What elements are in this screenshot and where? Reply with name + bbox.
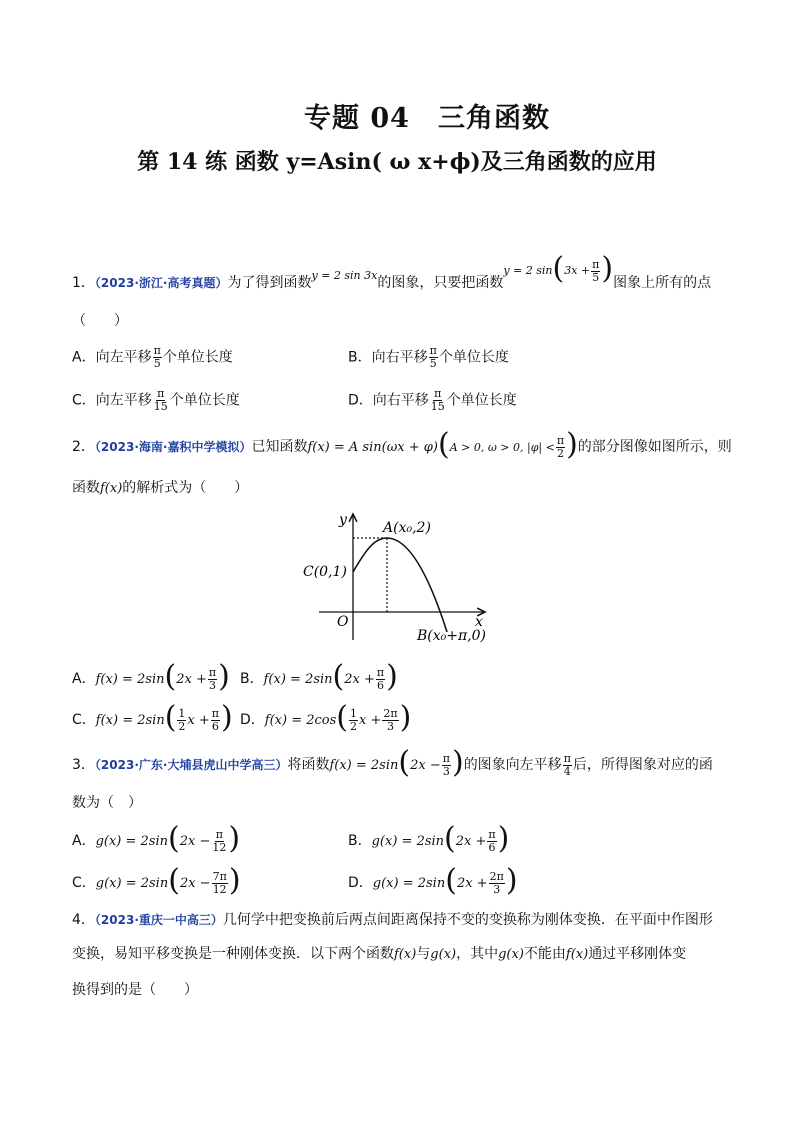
answer-blank: （ ） — [72, 313, 128, 329]
point-a-label: A(x₀,2) — [383, 520, 431, 536]
question-2-line2: 函数f(x)的解析式为（ ） — [72, 480, 249, 496]
question-4-line3: 换得到的是（ ） — [72, 982, 198, 998]
question-source: （2023·广东·大埔县虎山中学高三） — [94, 758, 288, 772]
option-2c[interactable]: C．f(x) = 2sin( $\frac{1}{2}$ x + $\frac{\pi}{6}$ ) — [72, 700, 233, 735]
option-1c[interactable]: C．向左平移 $\frac{\pi}{15}$ 个单位长度 — [72, 387, 240, 413]
option-3b[interactable]: B．g(x) = 2sin(2x + $\frac{\pi}{6}$ ) — [348, 821, 510, 856]
option-3c[interactable]: C．g(x) = 2sin(2x − $\frac{7\pi}{12}$ ) — [72, 863, 241, 898]
option-1a[interactable]: A．向左平移 $\frac{\pi}{5}$ 个单位长度 — [72, 344, 233, 370]
option-1d[interactable]: D．向右平移 $\frac{\pi}{15}$ 个单位长度 — [348, 387, 517, 413]
option-3d[interactable]: D．g(x) = 2sin(2x + $\frac{2\pi}{3}$ ) — [348, 863, 518, 898]
origin-label: O — [337, 614, 349, 630]
y-axis-label: y — [339, 512, 347, 528]
question-2-stem: 2．（2023·海南·嘉积中学模拟）已知函数f(x) = A sin(ωx + φ)(A > 0, ω > 0, |φ| < $\frac{\pi}{2}$ )的部分图像如图所示，则 — [72, 427, 732, 462]
question-4-stem: 4．（2023·重庆一中高三）几何学中把变换前后两点间距离保持不变的变换称为刚体变换．在平面中作图形 — [72, 912, 713, 928]
option-2d[interactable]: D．f(x) = 2cos( $\frac{1}{2}$ x + $\frac{2\pi}{3}$ ) — [240, 700, 412, 735]
option-3a[interactable]: A．g(x) = 2sin(2x − $\frac{\pi}{12}$ ) — [72, 821, 241, 856]
sine-graph — [295, 508, 495, 648]
question-3-stem: 3．（2023·广东·大埔县虎山中学高三）将函数f(x) = 2sin(2x − $\frac{\pi}{3}$ )的图象向左平移 $\frac{\pi}{4}$ 后，所得图象对应的函 — [72, 745, 713, 780]
point-c-label: C(0,1) — [303, 564, 347, 580]
page-title: 专题 04 三角函数 — [304, 103, 550, 134]
option-2a[interactable]: A．f(x) = 2sin(2x + $\frac{\pi}{3}$ ) — [72, 659, 230, 694]
question-4-line2: 变换，易知平移变换是一种刚体变换．以下两个函数f(x)与g(x)，其中g(x)不能由f(x)通过平移刚体变 — [72, 946, 687, 962]
question-source: （2023·浙江·高考真题） — [94, 276, 228, 290]
x-axis-label: x — [475, 614, 483, 630]
option-2b[interactable]: B．f(x) = 2sin(2x + $\frac{\pi}{6}$ ) — [240, 659, 398, 694]
option-1b[interactable]: B．向右平移 $\frac{\pi}{5}$ 个单位长度 — [348, 344, 509, 370]
question-source: （2023·海南·嘉积中学模拟） — [94, 440, 252, 454]
page-subtitle: 第 14 练 函数 y=Asin( ω x+ϕ)及三角函数的应用 — [137, 149, 657, 175]
question-3-line2: 数为（ ） — [72, 795, 142, 811]
curve — [353, 538, 447, 632]
question-source: （2023·重庆一中高三） — [94, 913, 223, 927]
point-b-label: B(x₀+π,0) — [417, 628, 487, 644]
question-1-stem: 1．（2023·浙江·高考真题）为了得到函数$^{y = 2 sin 3x}$的图象，只要把函数y = 2 sin(3x + $\frac{\pi}{5}$ )图象上所有的点 — [72, 251, 712, 291]
